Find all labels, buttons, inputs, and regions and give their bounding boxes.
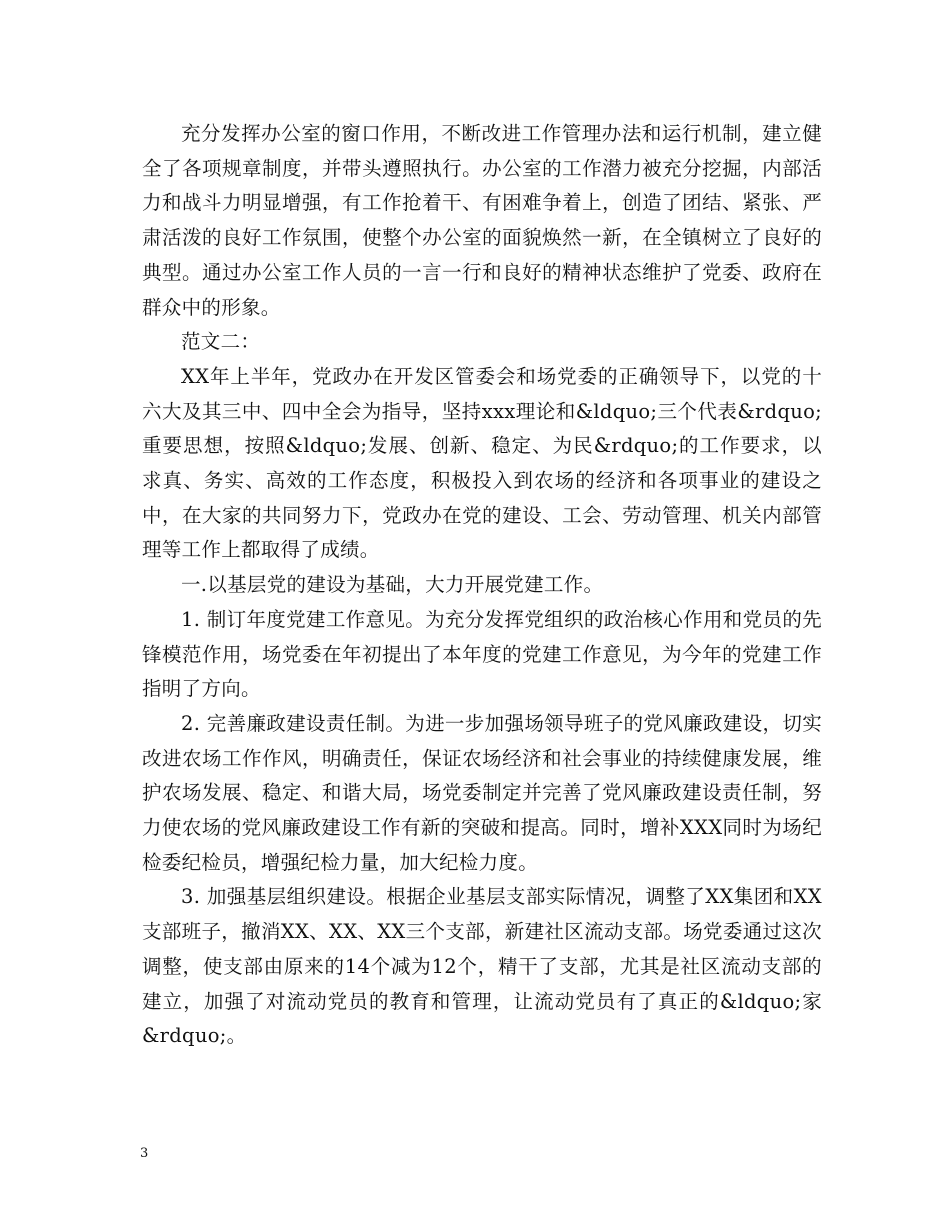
paragraph-half-year-summary: XX年上半年，党政办在开发区管委会和场党委的正确领导下，以党的十六大及其三中、四中全会为指导，坚持xxx理论和&ldquo;三个代表&rdquo;重要思想，按照&ldquo;发展、创新、稳定、为民&rdquo;的工作要求，以求真、务实、高效的工作态度，积极投入到农场的经济和各项事业的建设之中，在大家的共同努力下，党政办在党的建设、工会、劳动管理、机关内部管理等工作上都取得了成绩。 bbox=[142, 364, 822, 562]
paragraph-section-one-heading: 一.以基层党的建设为基础，大力开展党建工作。 bbox=[181, 573, 604, 597]
paragraph-sample-two-heading: 范文二： bbox=[181, 330, 261, 354]
paragraph-office-role: 充分发挥办公室的窗口作用，不断改进工作管理办法和运行机制，建立健全了各项规章制度，并带头遵照执行。办公室的工作潜力被充分挖掘，内部活力和战斗力明显增强，有工作抢着干、有困难争着上，创造了团结、紧张、严肃活泼的良好工作氛围，使整个办公室的面貌焕然一新，在全镇树立了良好的典型。通过办公室工作人员的一言一行和良好的精神状态维护了党委、政府在群众中的形象。 bbox=[142, 122, 822, 319]
document-body bbox=[142, 117, 822, 1054]
paragraph-item-three: 3. 加强基层组织建设。根据企业基层支部实际情况，调整了XX集团和XX支部班子，撤消XX、XX、XX三个支部，新建社区流动支部。场党委通过这次调整，使支部由原来的14个减为12个，精干了支部，尤其是社区流动支部的建立，加强了对流动党员的教育和管理，让流动党员有了真正的&ldquo;家&rdquo;。 bbox=[142, 885, 822, 1048]
paragraph-item-one: 1. 制订年度党建工作意见。为充分发挥党组织的政治核心作用和党员的先锋模范作用，场党委在年初提出了本年度的党建工作意见，为今年的党建工作指明了方向。 bbox=[142, 607, 822, 701]
paragraph-item-two: 2. 完善廉政建设责任制。为进一步加强场领导班子的党风廉政建设，切实改进农场工作作风，明确责任，保证农场经济和社会事业的持续健康发展，维护农场发展、稳定、和谐大局，场党委制定并完善了党风廉政建设责任制，努力使农场的党风廉政建设工作有新的突破和提高。同时，增补XXX同时为场纪检委纪检员，增强纪检力量，加大纪检力度。 bbox=[142, 711, 822, 874]
page-number: 3 bbox=[140, 1146, 149, 1161]
